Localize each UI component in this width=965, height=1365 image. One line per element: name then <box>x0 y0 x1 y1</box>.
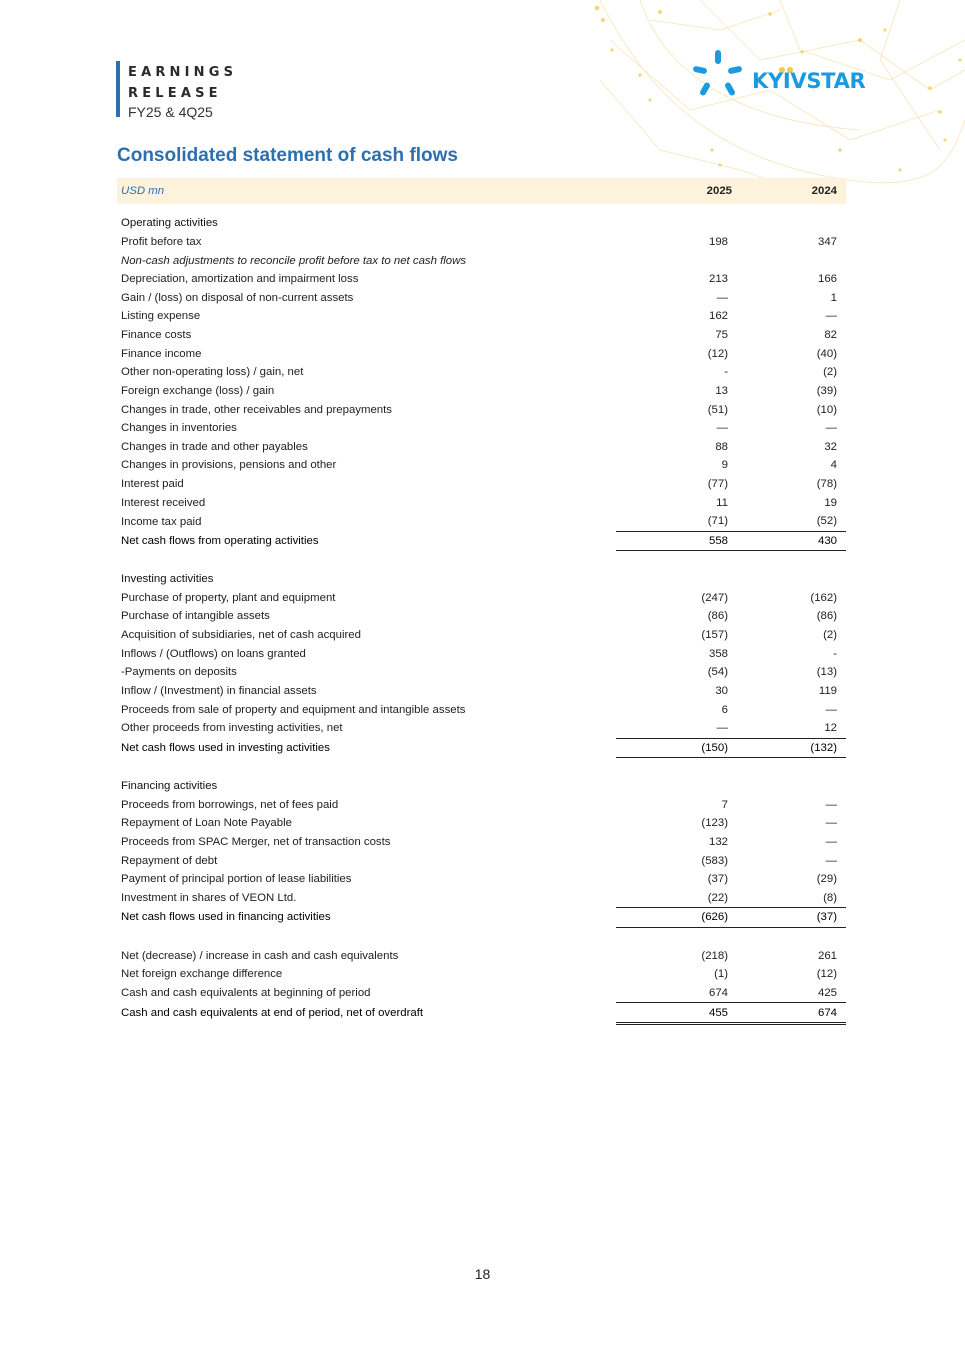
value-2024: 430 <box>741 531 846 551</box>
page-number: 18 <box>474 1266 491 1282</box>
value-2025: (150) <box>616 738 741 758</box>
row-label: Repayment of Loan Note Payable <box>121 817 292 830</box>
value-2024: (8) <box>823 891 837 904</box>
row-label: Listing expense <box>121 310 201 323</box>
table-row <box>117 965 846 984</box>
value-2024: 32 <box>824 440 837 453</box>
row-label: Proceeds from sale of property and equipment and intangible assets <box>121 703 466 716</box>
cash-flow-table <box>117 178 846 1025</box>
value-2024: (12) <box>816 968 837 981</box>
value-2024: — <box>825 798 837 811</box>
table-row <box>117 870 846 889</box>
header-accent-bar <box>116 61 120 117</box>
row-label: Finance income <box>121 347 202 360</box>
value-2025: (37) <box>707 873 728 886</box>
document-header <box>128 62 237 121</box>
table-row <box>117 626 846 645</box>
value-2024: 166 <box>817 273 837 286</box>
header-line-1: EARNINGS <box>128 65 238 80</box>
column-header-2024: 2024 <box>741 178 846 204</box>
row-label: Changes in inventories <box>121 422 237 435</box>
total-row <box>117 1003 846 1024</box>
page-title: Consolidated statement of cash flows <box>117 145 458 166</box>
value-2025: 455 <box>616 1003 741 1024</box>
row-label: Cash and cash equivalents at end of period, net of overdraft <box>121 1007 424 1020</box>
row-label: Gain / (loss) on disposal of non-current assets <box>121 291 354 304</box>
value-2025 <box>616 758 741 777</box>
table-row <box>117 682 846 701</box>
value-2024: (2) <box>823 366 837 379</box>
header-period: FY25 & 4Q25 <box>128 104 213 120</box>
value-2025: 213 <box>708 273 728 286</box>
section-heading: Financing activities <box>121 780 218 793</box>
row-label: Net foreign exchange difference <box>121 968 283 981</box>
value-2024: 19 <box>824 496 837 509</box>
row-label: -Payments on deposits <box>121 666 237 679</box>
value-2024: 119 <box>818 684 837 697</box>
value-2024: (162) <box>810 591 837 604</box>
row-label: Purchase of property, plant and equipment <box>121 591 336 604</box>
value-2024: (10) <box>816 403 837 416</box>
table-row <box>117 326 846 345</box>
row-label: Income tax paid <box>121 515 202 528</box>
row-label: Proceeds from borrowings, net of fees paid <box>121 798 339 811</box>
value-2024: 261 <box>817 949 837 962</box>
row-label: Non-cash adjustments to reconcile profit before tax to net cash flows <box>121 254 467 267</box>
table-row <box>117 251 846 270</box>
row-label: Cash and cash equivalents at beginning of period <box>121 987 371 1000</box>
value-2025: (247) <box>701 591 728 604</box>
table-row <box>117 400 846 419</box>
row-label <box>117 551 616 570</box>
value-2025: 132 <box>708 835 728 848</box>
value-2025: (1) <box>714 968 728 981</box>
blank-row <box>117 927 846 946</box>
value-2025: 75 <box>715 329 728 342</box>
row-label: Depreciation, amortization and impairment loss <box>121 273 359 286</box>
value-2024: — <box>825 422 837 435</box>
value-2025: — <box>716 722 728 735</box>
value-2024: (39) <box>816 384 837 397</box>
value-2024: 425 <box>817 986 837 999</box>
table-row <box>117 270 846 289</box>
table-row <box>117 419 846 438</box>
table-row <box>117 363 846 382</box>
row-label: Inflow / (Investment) in financial assets <box>121 684 317 697</box>
empty-cell <box>741 214 846 233</box>
row-label: Net (decrease) / increase in cash and cash equivalents <box>121 949 399 962</box>
table-row <box>117 475 846 494</box>
value-2024: (52) <box>816 515 837 528</box>
value-2025: 13 <box>715 384 728 397</box>
section-heading: Operating activities <box>121 217 218 230</box>
value-2024: 1 <box>830 291 837 304</box>
value-2025: (626) <box>616 908 741 928</box>
row-label: Purchase of intangible assets <box>121 610 270 623</box>
value-2025: (583) <box>701 854 728 867</box>
table-row <box>117 344 846 363</box>
row-label: Changes in trade, other receivables and prepayments <box>121 403 393 416</box>
table-row <box>117 795 846 814</box>
empty-cell <box>741 570 846 589</box>
table-row <box>117 719 846 738</box>
value-2024 <box>741 758 846 777</box>
table-row <box>117 493 846 512</box>
value-2024: 82 <box>824 329 837 342</box>
value-2024: (2) <box>823 629 837 642</box>
table-row <box>117 512 846 531</box>
unit-label: USD mn <box>117 178 616 204</box>
spacer-row <box>117 204 846 214</box>
value-2025: 162 <box>708 310 728 323</box>
table-row <box>117 833 846 852</box>
value-2024: (37) <box>741 908 846 928</box>
value-2025: 198 <box>708 235 728 248</box>
value-2025 <box>616 251 741 270</box>
row-label: Investment in shares of VEON Ltd. <box>121 892 297 905</box>
value-2025: (86) <box>707 610 728 623</box>
row-label: Other non-operating loss) / gain, net <box>121 366 304 379</box>
value-2024: — <box>825 310 837 323</box>
value-2024 <box>741 251 846 270</box>
value-2025: (218) <box>701 949 728 962</box>
table-row <box>117 814 846 833</box>
table-row <box>117 644 846 663</box>
operating-activities-heading <box>117 214 846 233</box>
table-row <box>117 700 846 719</box>
empty-cell <box>741 777 846 796</box>
value-2025: (77) <box>707 478 728 491</box>
table-row <box>117 889 846 908</box>
row-label: Acquisition of subsidiaries, net of cash acquired <box>121 629 361 642</box>
value-2025: (22) <box>707 891 728 904</box>
empty-cell <box>616 777 741 796</box>
value-2024: - <box>833 647 837 660</box>
row-label: Changes in provisions, pensions and other <box>121 459 337 472</box>
value-2025: 558 <box>616 531 741 551</box>
value-2024: (13) <box>816 666 837 679</box>
value-2025: (12) <box>707 347 728 360</box>
value-2025: 358 <box>708 647 728 660</box>
value-2025: 88 <box>715 440 728 453</box>
value-2025: 9 <box>721 459 728 472</box>
row-label: Payment of principal portion of lease liabilities <box>121 873 352 886</box>
row-label: Inflows / (Outflows) on loans granted <box>121 647 306 660</box>
table-row <box>117 456 846 475</box>
total-row <box>117 908 846 928</box>
value-2024 <box>741 927 846 946</box>
value-2024: — <box>825 817 837 830</box>
table-row <box>117 663 846 682</box>
row-label: Interest paid <box>121 478 184 491</box>
table-row <box>117 589 846 608</box>
value-2024: (29) <box>816 873 837 886</box>
table-row <box>117 382 846 401</box>
value-2025: (157) <box>701 629 728 642</box>
row-label: Net cash flows used in financing activities <box>121 911 331 924</box>
row-label: Other proceeds from investing activities, net <box>121 722 343 735</box>
blank-row <box>117 551 846 570</box>
empty-cell <box>616 214 741 233</box>
value-2025 <box>616 927 741 946</box>
value-2025: 674 <box>708 986 728 999</box>
table-row <box>117 438 846 457</box>
row-label: Finance costs <box>121 329 192 342</box>
value-2025: (54) <box>707 666 728 679</box>
value-2024: (78) <box>816 478 837 491</box>
table-row <box>117 233 846 252</box>
value-2025: — <box>716 422 728 435</box>
value-2025: — <box>716 291 728 304</box>
total-row <box>117 738 846 758</box>
value-2024: (40) <box>816 347 837 360</box>
value-2024: (132) <box>741 738 846 758</box>
table-row <box>117 984 846 1003</box>
table-row <box>117 289 846 308</box>
column-header-2025: 2025 <box>616 178 741 204</box>
value-2024: — <box>825 854 837 867</box>
financing-activities-heading <box>117 777 846 796</box>
row-label: Net cash flows used in investing activities <box>121 741 330 754</box>
table-row <box>117 946 846 965</box>
total-row <box>117 531 846 551</box>
header-line-2: RELEASE <box>128 86 222 101</box>
logo-wordmark: KYIVSTAR <box>752 69 866 93</box>
row-label: Repayment of debt <box>121 854 218 867</box>
value-2024: 12 <box>824 722 837 735</box>
investing-activities-heading <box>117 570 846 589</box>
table-header-row <box>117 178 846 204</box>
value-2025: 30 <box>715 684 728 697</box>
table-row <box>117 607 846 626</box>
table-row <box>117 307 846 326</box>
value-2024 <box>741 551 846 570</box>
row-label: Profit before tax <box>121 235 202 248</box>
section-heading: Investing activities <box>121 573 214 586</box>
row-label <box>117 927 616 946</box>
row-label: Interest received <box>121 496 206 509</box>
row-label <box>117 758 616 777</box>
table-row <box>117 851 846 870</box>
value-2024: — <box>825 703 837 716</box>
row-label: Foreign exchange (loss) / gain <box>121 384 275 397</box>
empty-cell <box>616 570 741 589</box>
row-label: Changes in trade and other payables <box>121 440 308 453</box>
value-2025: 7 <box>721 798 728 811</box>
value-2024: — <box>825 835 837 848</box>
value-2025: (71) <box>707 515 728 528</box>
value-2025 <box>616 551 741 570</box>
value-2025: (123) <box>701 817 728 830</box>
value-2024: 4 <box>830 459 837 472</box>
value-2024: 347 <box>817 235 837 248</box>
value-2025: (51) <box>707 403 728 416</box>
value-2024: (86) <box>816 610 837 623</box>
row-label: Net cash flows from operating activities <box>121 534 319 547</box>
value-2024: 674 <box>741 1003 846 1024</box>
value-2025: 6 <box>721 703 728 716</box>
row-label: Proceeds from SPAC Merger, net of transaction costs <box>121 835 391 848</box>
blank-row <box>117 758 846 777</box>
value-2025: 11 <box>716 496 728 509</box>
value-2025: - <box>724 366 728 379</box>
